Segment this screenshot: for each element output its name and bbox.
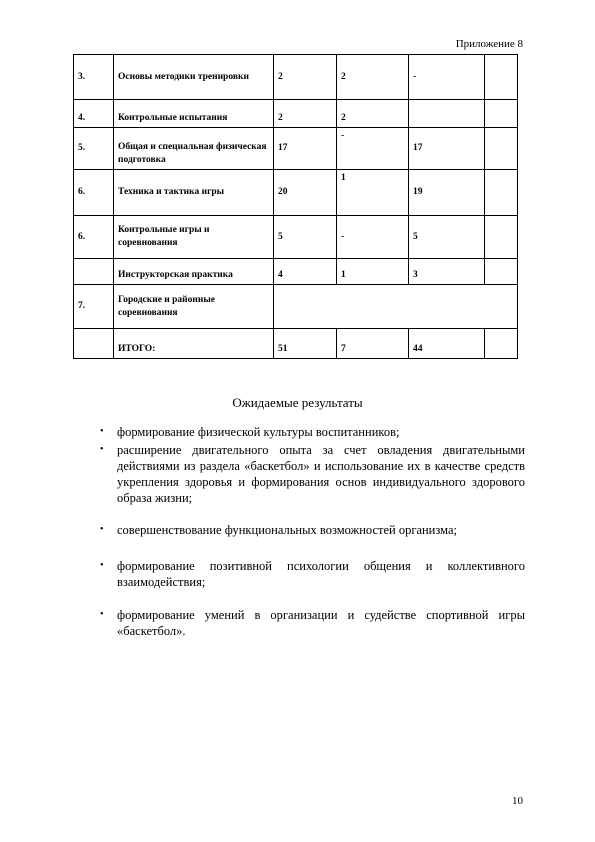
practice-hours: 19 xyxy=(409,170,485,216)
results-list xyxy=(100,424,525,639)
list-item-text: формирование позитивной психологии общения и коллективного взаимодействия; xyxy=(117,559,525,589)
list-item xyxy=(100,522,525,538)
total-hours: 20 xyxy=(274,170,337,216)
table-row xyxy=(74,329,518,359)
empty-cell xyxy=(485,216,518,259)
total-hours: 4 xyxy=(274,259,337,285)
practice-hours: 17 xyxy=(409,128,485,170)
empty-cell xyxy=(485,259,518,285)
empty-cell xyxy=(485,170,518,216)
topic-name: Контрольные игры и соревнования xyxy=(114,216,274,259)
bullet-icon: • xyxy=(100,426,104,437)
list-item-text: формирование умений в организации и судействе спортивной игры «баскетбол». xyxy=(117,608,525,638)
row-number: 4. xyxy=(74,100,114,128)
theory-hours: 1 xyxy=(337,170,409,216)
table-row xyxy=(74,100,518,128)
appendix-label: Приложение 8 xyxy=(455,38,523,50)
row-number: 6. xyxy=(74,170,114,216)
table-row xyxy=(74,259,518,285)
theory-hours: 7 xyxy=(337,329,409,359)
theory-hours: 2 xyxy=(337,100,409,128)
table-row xyxy=(74,285,518,329)
list-item xyxy=(100,442,525,506)
empty-cell xyxy=(485,128,518,170)
total-hours: 2 xyxy=(274,55,337,100)
total-label: ИТОГО: xyxy=(114,329,274,359)
list-item-text: формирование физической культуры воспитанников; xyxy=(117,425,400,439)
row-number: 5. xyxy=(74,128,114,170)
program-table xyxy=(73,54,518,359)
total-hours: 51 xyxy=(274,329,337,359)
theory-hours: - xyxy=(337,128,409,170)
practice-hours: - xyxy=(409,55,485,100)
list-item xyxy=(100,424,525,440)
list-item-text: расширение двигательного опыта за счет овладения двигательными действиями из раздела «баскетбол» и использование их в качестве средств укрепления здоровья и формирования основ индивидуального здорового образа жизни; xyxy=(117,443,525,505)
bullet-icon: • xyxy=(100,524,104,535)
page-number: 10 xyxy=(512,795,523,807)
theory-hours: 2 xyxy=(337,55,409,100)
practice-hours: 3 xyxy=(409,259,485,285)
row-number xyxy=(74,259,114,285)
row-number: 3. xyxy=(74,55,114,100)
bullet-icon: • xyxy=(100,444,104,455)
row-number: 7. xyxy=(74,285,114,329)
topic-name: Инструкторская практика xyxy=(114,259,274,285)
empty-cell xyxy=(485,100,518,128)
empty-cell xyxy=(485,55,518,100)
table-row xyxy=(74,216,518,259)
topic-name: Общая и специальная физическая подготовка xyxy=(114,128,274,170)
empty-cell xyxy=(485,329,518,359)
total-hours: 2 xyxy=(274,100,337,128)
theory-hours: - xyxy=(337,216,409,259)
practice-hours: 44 xyxy=(409,329,485,359)
section-heading: Ожидаемые результаты xyxy=(232,395,363,410)
list-item xyxy=(100,558,525,590)
topic-name: Техника и тактика игры xyxy=(114,170,274,216)
row-number: 6. xyxy=(74,216,114,259)
table-row xyxy=(74,128,518,170)
topic-name: Основы методики тренировки xyxy=(114,55,274,100)
theory-hours: 1 xyxy=(337,259,409,285)
list-item xyxy=(100,607,525,639)
practice-hours xyxy=(409,100,485,128)
topic-name: Контрольные испытания xyxy=(114,100,274,128)
bullet-icon: • xyxy=(100,560,104,571)
merged-hours-cell xyxy=(274,285,518,329)
table-row xyxy=(74,55,518,100)
table-row xyxy=(74,170,518,216)
bullet-icon: • xyxy=(100,609,104,620)
list-item-text: совершенствование функциональных возможностей организма; xyxy=(117,523,457,537)
topic-name: Городские и районные соревнования xyxy=(114,285,274,329)
practice-hours: 5 xyxy=(409,216,485,259)
row-number xyxy=(74,329,114,359)
total-hours: 17 xyxy=(274,128,337,170)
total-hours: 5 xyxy=(274,216,337,259)
